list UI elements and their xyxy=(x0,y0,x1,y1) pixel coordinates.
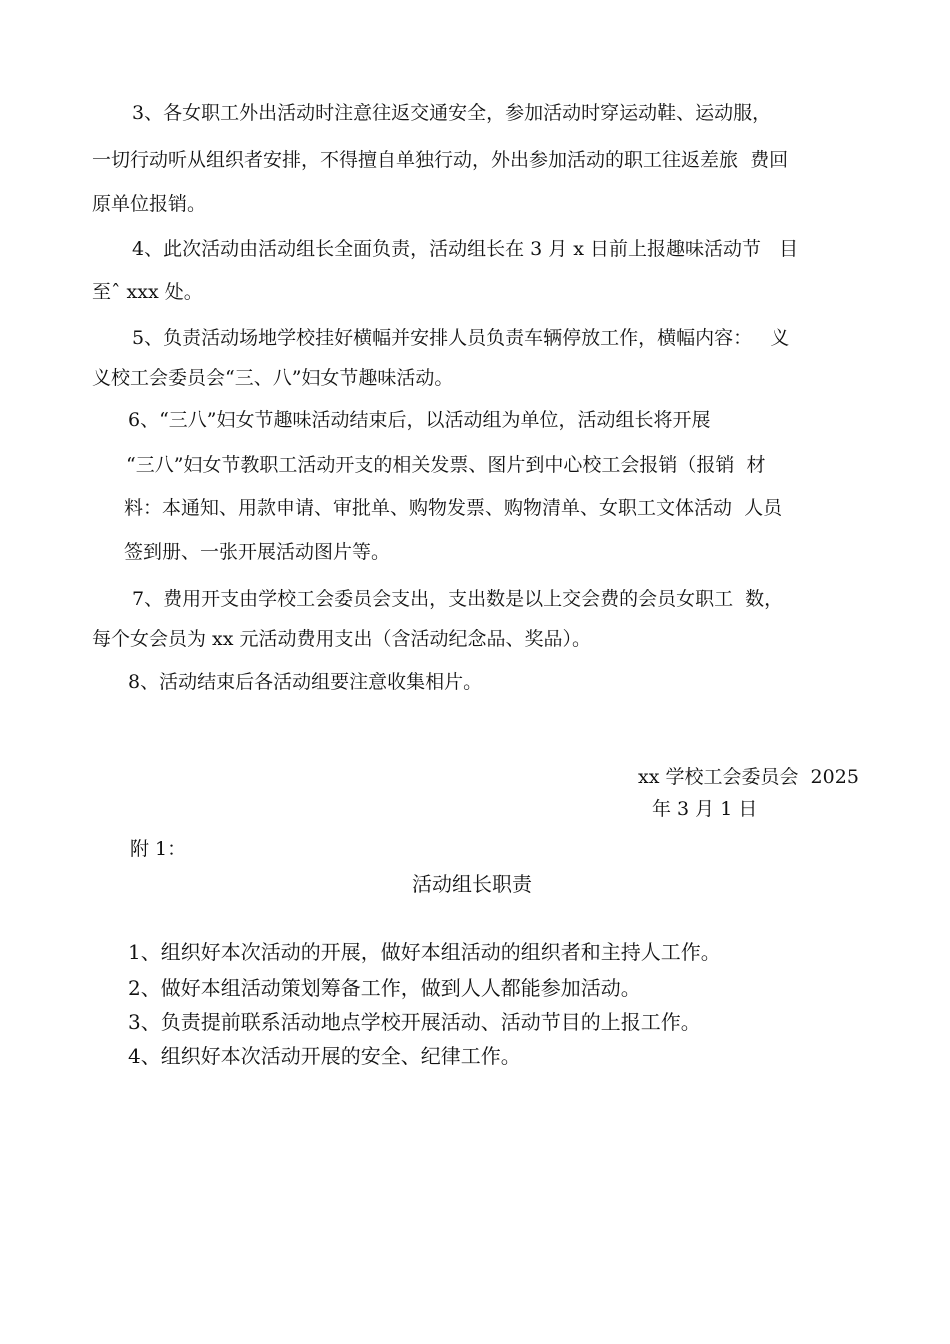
item-5-line-1: 5、负责活动场地学校挂好横幅并安排人员负责车辆停放工作，横幅内容： 义 xyxy=(132,327,790,349)
item-4-line-1: 4、此次活动由活动组长全面负责，活动组长在 3 月 x 日前上报趣味活动节 目 xyxy=(132,238,799,260)
item-6-line-4: 签到册、一张开展活动图片等。 xyxy=(124,541,391,563)
appendix-title: 活动组长职责 xyxy=(412,872,532,896)
signature-date: 年 3 月 1 日 xyxy=(652,798,758,820)
signature-org: xx 学校工会委员会 2025 xyxy=(638,766,859,788)
duty-item-3: 3、负责提前联系活动地点学校开展活动、活动节目的上报工作。 xyxy=(128,1010,701,1034)
duty-item-1: 1、组织好本次活动的开展，做好本组活动的组织者和主持人工作。 xyxy=(128,940,721,964)
item-6-line-3: 料：本通知、用款申请、审批单、购物发票、购物清单、女职工文体活动 人员 xyxy=(124,497,783,519)
appendix-label: 附 1： xyxy=(130,838,187,860)
item-7-line-1: 7、费用开支由学校工会委员会支出，支出数是以上交会费的会员女职工 数， xyxy=(132,588,784,610)
item-3-line-2: 一切行动听从组织者安排，不得擅自单独行动，外出参加活动的职工往返差旅 费回 xyxy=(92,149,789,171)
item-4-line-2: 至ˆ xxx 处。 xyxy=(92,281,203,303)
duty-item-4: 4、组织好本次活动开展的安全、纪律工作。 xyxy=(128,1044,521,1068)
item-3-line-1: 3、各女职工外出活动时注意往返交通安全，参加活动时穿运动鞋、运动服， xyxy=(132,102,772,124)
item-6-line-2: “三八”妇女节教职工活动开支的相关发票、图片到中心校工会报销（报销 材 xyxy=(126,454,766,476)
item-5-line-2: 义校工会委员会“三、八”妇女节趣味活动。 xyxy=(92,367,454,389)
item-7-line-2: 每个女会员为 xx 元活动费用支出（含活动纪念品、奖品）。 xyxy=(92,628,592,650)
item-3-line-3: 原单位报销。 xyxy=(92,193,207,215)
duty-item-2: 2、做好本组活动策划筹备工作，做到人人都能参加活动。 xyxy=(128,976,641,1000)
item-8-line-1: 8、活动结束后各活动组要注意收集相片。 xyxy=(128,671,483,693)
item-6-line-1: 6、“三八”妇女节趣味活动结束后，以活动组为单位，活动组长将开展 xyxy=(128,409,711,431)
